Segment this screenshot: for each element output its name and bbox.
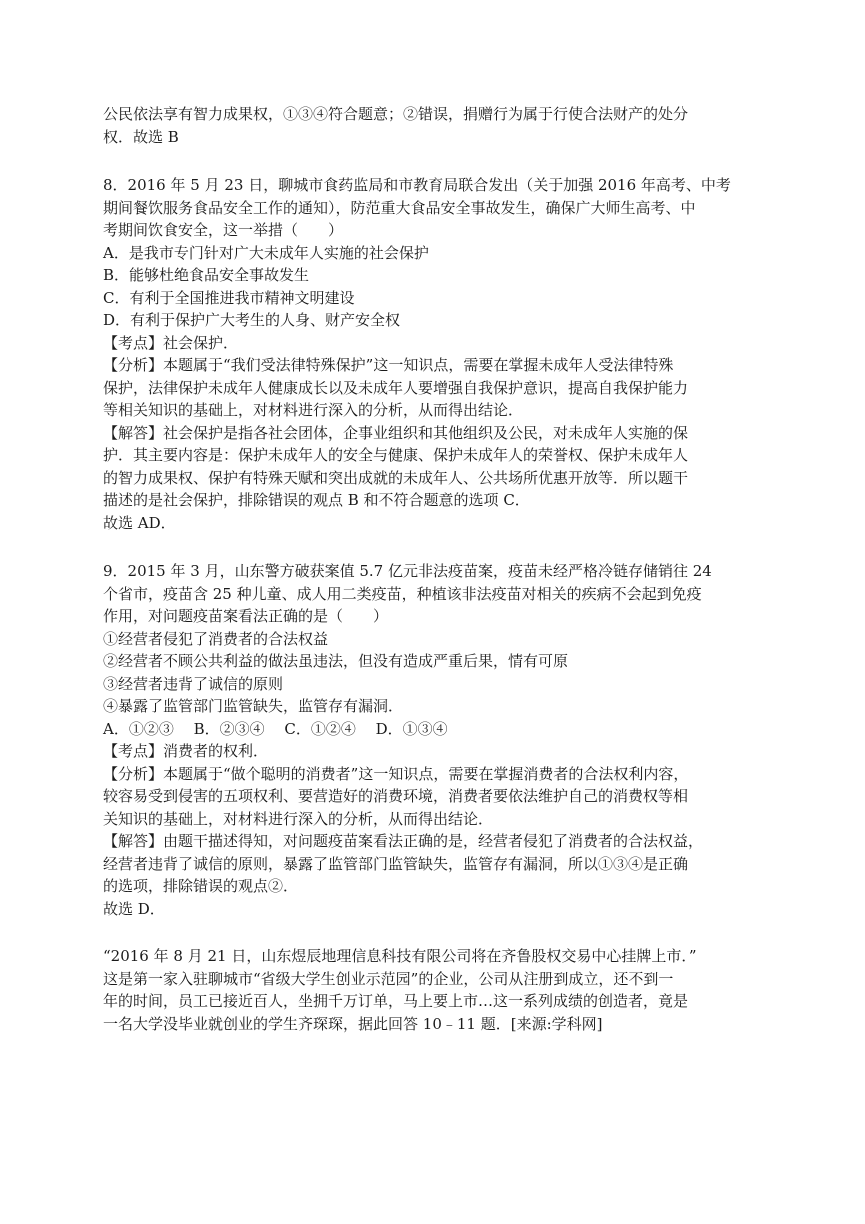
jieda-line: 描述的是社会保护，排除错误的观点 B 和不符合题意的选项 C． bbox=[103, 491, 530, 509]
answer-line: 故选 AD． bbox=[103, 513, 176, 532]
fenxi-line: 较容易受到侵害的五项权利、要营造好的消费环境，消费者要依法维护自己的消费权等相 bbox=[103, 787, 689, 805]
answer-line: 故选 D． bbox=[103, 899, 165, 918]
options-line: A．①②③ B．②③④ C．①②④ D．①③④ bbox=[103, 719, 448, 738]
passage-line: 这是第一家入驻聊城市“省级大学生创业示范园”的企业，公司从注册到成立，还不到一 bbox=[103, 969, 674, 988]
jieda-line: 【解答】由题干描述得知，对问题疫苗案看法正确的是，经营者侵犯了消费者的合法权益， bbox=[103, 832, 704, 850]
text-line: 权．故选 B bbox=[103, 127, 179, 146]
question-9 bbox=[103, 560, 771, 920]
passage-line: “2016 年 8 月 21 日，山东煜辰地理信息科技有限公司将在齐鲁股权交易中心挂牌上市．” bbox=[103, 947, 697, 965]
option-d: D．有利于保护广大考生的人身、财产安全权 bbox=[103, 311, 401, 329]
statement-3: ③经营者违背了诚信的原则 bbox=[103, 674, 284, 693]
option-a: A．是我市专门针对广大未成年人实施的社会保护 bbox=[103, 243, 429, 262]
fenxi-line: 【分析】本题属于“我们受法律特殊保护”这一知识点，需要在掌握未成年人受法律特殊 bbox=[103, 356, 674, 374]
fenxi-line: 【分析】本题属于“做个聪明的消费者”这一知识点，需要在掌握消费者的合法权利内容， bbox=[103, 764, 689, 783]
jieda-line: 经营者违背了诚信的原则，暴露了监管部门监管缺失，监管存有漏洞，所以①③④是正确 bbox=[103, 854, 689, 873]
statement-4: ④暴露了监管部门监管缺失，监管存有漏洞． bbox=[103, 697, 404, 715]
kaodian-line: 【考点】社会保护． bbox=[103, 333, 239, 352]
question-8 bbox=[103, 174, 771, 534]
fenxi-line: 等相关知识的基础上，对材料进行深入的分析，从而得出结论． bbox=[103, 401, 524, 419]
option-b: B．能够杜绝食品安全事故发生 bbox=[103, 266, 310, 284]
question-stem-line: 个省市，疫苗含 25 种儿童、成人用二类疫苗，种植该非法疫苗对相关的疾病不会起到免疫 bbox=[103, 584, 702, 603]
previous-answer-continuation bbox=[103, 103, 771, 148]
text-line: 公民依法享有智力成果权，①③④符合题意；②错误，捐赠行为属于行使合法财产的处分 bbox=[103, 105, 689, 123]
question-stem-line: 考期间饮食安全，这一举措（ ） bbox=[103, 221, 344, 239]
jieda-line: 的智力成果权、保护有特殊天赋和突出成就的未成年人、公共场所优惠开放等．所以题干 bbox=[103, 468, 689, 487]
passage-line: 年的时间，员工已接近百人，坐拥千万订单，马上要上市…这一系列成绩的创造者，竟是 bbox=[103, 992, 689, 1010]
jieda-line: 【解答】社会保护是指各社会团体，企事业组织和其他组织及公民，对未成年人实施的保 bbox=[103, 423, 689, 442]
fenxi-line: 保护，法律保护未成年人健康成长以及未成年人要增强自我保护意识，提高自我保护能力 bbox=[103, 378, 689, 397]
statement-2: ②经营者不顾公共利益的做法虽违法，但没有造成严重后果，情有可原 bbox=[103, 652, 569, 670]
question-stem-line: 8．2016 年 5 月 23 日，聊城市食药监局和市教育局联合发出（关于加强 2016 年高考、中考 bbox=[103, 176, 731, 194]
option-c: C．有利于全国推进我市精神文明建设 bbox=[103, 288, 355, 307]
kaodian-line: 【考点】消费者的权利． bbox=[103, 742, 269, 760]
question-stem-line: 期间餐饮服务食品安全工作的通知），防范重大食品安全事故发生，确保广大师生高考、中 bbox=[103, 198, 696, 217]
fenxi-line: 关知识的基础上，对材料进行深入的分析，从而得出结论． bbox=[103, 809, 494, 828]
reading-passage bbox=[103, 945, 771, 1035]
statement-1: ①经营者侵犯了消费者的合法权益 bbox=[103, 629, 329, 648]
passage-line: 一名大学没毕业就创业的学生齐琛琛，据此回答 10﹣11 题．[来源:学科网] bbox=[103, 1014, 603, 1033]
question-stem-line: 9．2015 年 3 月，山东警方破获案值 5.7 亿元非法疫苗案，疫苗未经严格冷链存储销往 24 bbox=[103, 562, 712, 580]
jieda-line: 护．其主要内容是：保护未成年人的安全与健康、保护未成年人的荣誉权、保护未成年人 bbox=[103, 446, 689, 464]
jieda-line: 的选项，排除错误的观点②． bbox=[103, 877, 299, 895]
question-stem-line: 作用，对问题疫苗案看法正确的是（ ） bbox=[103, 607, 389, 625]
